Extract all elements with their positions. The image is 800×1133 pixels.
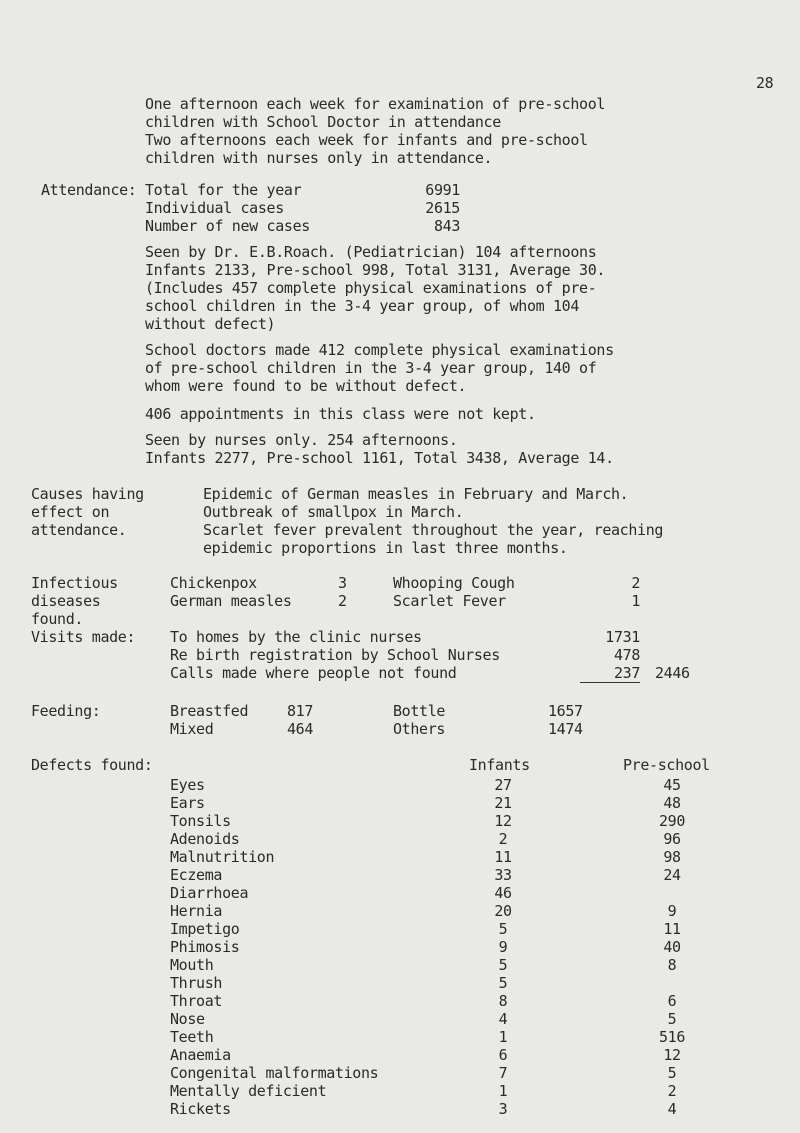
attendance-label: Attendance: [41,181,137,199]
infectious-disease: Whooping Cough [393,574,515,592]
visits-row-label: Calls made where people not found [170,664,457,682]
feeding-count: 1657 [548,702,583,720]
defect-infants-count: 5 [498,956,508,974]
attendance-text: whom were found to be without defect. [145,377,467,395]
infectious-disease: Scarlet Fever [393,592,506,610]
intro-line: One afternoon each week for examination of pre-school [145,95,606,113]
defect-infants-count: 3 [498,1100,508,1118]
causes-label: attendance. [31,521,127,539]
feeding-type: Others [393,720,446,738]
defect-preschool-count: 9 [667,902,677,920]
defect-name: Eczema [170,866,223,884]
defect-name: Tonsils [170,812,231,830]
defect-infants-count: 5 [498,974,508,992]
feeding-type: Mixed [170,720,214,738]
defect-name: Diarrhoea [170,884,249,902]
visits-total: 2446 [655,664,690,682]
infectious-label: found. [31,610,84,628]
defect-preschool-count: 96 [663,830,681,848]
defects-col-infants: Infants [469,756,530,774]
attendance-text: Infants 2277, Pre-school 1161, Total 3438, Average 14. [145,449,614,467]
page-number: 28 [756,74,774,92]
infectious-label: Infectious [31,574,118,592]
defect-infants-count: 46 [494,884,512,902]
attendance-row-value: 2615 [425,199,460,217]
causes-line: Epidemic of German measles in February and March. [203,485,629,503]
defect-name: Rickets [170,1100,231,1118]
defect-infants-count: 27 [494,776,512,794]
defect-preschool-count: 12 [663,1046,681,1064]
defect-infants-count: 12 [494,812,512,830]
defect-name: Adenoids [170,830,240,848]
attendance-text: school children in the 3-4 year group, of whom 104 [145,297,580,315]
defect-infants-count: 1 [498,1082,508,1100]
defect-name: Anaemia [170,1046,231,1064]
defect-infants-count: 6 [498,1046,508,1064]
attendance-row-value: 843 [433,217,460,235]
defect-name: Eyes [170,776,205,794]
defect-preschool-count: 40 [663,938,681,956]
causes-line: Outbreak of smallpox in March. [203,503,464,521]
feeding-type: Breastfed [170,702,249,720]
defect-preschool-count: 6 [667,992,677,1010]
defect-preschool-count: 48 [663,794,681,812]
attendance-row-value: 6991 [425,181,460,199]
attendance-row-label: Individual cases [145,199,284,217]
defects-label: Defects found: [31,756,153,774]
attendance-row-label: Total for the year [145,181,302,199]
defect-infants-count: 20 [494,902,512,920]
intro-line: children with nurses only in attendance. [145,149,493,167]
defect-infants-count: 7 [498,1064,508,1082]
defect-name: Mouth [170,956,214,974]
defect-name: Impetigo [170,920,240,938]
defect-infants-count: 11 [494,848,512,866]
visits-row-label: To homes by the clinic nurses [170,628,422,646]
defect-name: Throat [170,992,223,1010]
feeding-label: Feeding: [31,702,101,720]
defect-preschool-count: 5 [667,1010,677,1028]
defect-name: Hernia [170,902,223,920]
defect-name: Thrush [170,974,223,992]
defect-preschool-count: 11 [663,920,681,938]
feeding-type: Bottle [393,702,446,720]
defect-preschool-count: 516 [658,1028,686,1046]
defects-col-preschool: Pre-school [623,756,710,774]
intro-line: children with School Doctor in attendance [145,113,501,131]
infectious-disease: Chickenpox [170,574,257,592]
defect-name: Mentally deficient [170,1082,327,1100]
causes-label: Causes having [31,485,144,503]
attendance-text: of pre-school children in the 3-4 year group, 140 of [145,359,597,377]
visits-row-label: Re birth registration by School Nurses [170,646,500,664]
infectious-count: 1 [631,592,640,610]
infectious-count: 2 [631,574,640,592]
attendance-text: (Includes 457 complete physical examinations of pre- [145,279,597,297]
feeding-count: 1474 [548,720,583,738]
attendance-text: Seen by nurses only. 254 afternoons. [145,431,458,449]
defect-preschool-count: 24 [663,866,681,884]
causes-label: effect on [31,503,110,521]
defect-name: Ears [170,794,205,812]
visits-row-value: 478 [613,646,640,664]
feeding-count: 817 [287,702,314,720]
defect-preschool-count: 2 [667,1082,677,1100]
defect-name: Teeth [170,1028,214,1046]
defect-preschool-count: 98 [663,848,681,866]
causes-line: Scarlet fever prevalent throughout the year, reaching [203,521,664,539]
attendance-text: 406 appointments in this class were not kept. [145,405,536,423]
defect-name: Congenital malformations [170,1064,379,1082]
attendance-text: School doctors made 412 complete physical examinations [145,341,614,359]
defect-infants-count: 8 [498,992,508,1010]
defect-infants-count: 21 [494,794,512,812]
defect-infants-count: 5 [498,920,508,938]
defect-infants-count: 4 [498,1010,508,1028]
visits-row-value: 1731 [605,628,640,646]
defect-infants-count: 1 [498,1028,508,1046]
defect-preschool-count: 8 [667,956,677,974]
attendance-row-label: Number of new cases [145,217,310,235]
attendance-text: Seen by Dr. E.B.Roach. (Pediatrician) 104 afternoons [145,243,597,261]
attendance-text: without defect) [145,315,276,333]
infectious-count: 3 [338,574,347,592]
defect-name: Nose [170,1010,205,1028]
defect-preschool-count: 45 [663,776,681,794]
visits-label: Visits made: [31,628,136,646]
defect-name: Phimosis [170,938,240,956]
defect-infants-count: 9 [498,938,508,956]
defect-infants-count: 2 [498,830,508,848]
causes-line: epidemic proportions in last three months. [203,539,568,557]
infectious-disease: German measles [170,592,292,610]
defect-preschool-count: 290 [658,812,686,830]
intro-line: Two afternoons each week for infants and pre-school [145,131,588,149]
defect-name: Malnutrition [170,848,275,866]
infectious-count: 2 [338,592,347,610]
defect-infants-count: 33 [494,866,512,884]
infectious-label: diseases [31,592,101,610]
defect-preschool-count: 4 [667,1100,677,1118]
attendance-text: Infants 2133, Pre-school 998, Total 3131, Average 30. [145,261,606,279]
defect-preschool-count: 5 [667,1064,677,1082]
visits-row-value: 237 [580,664,640,683]
feeding-count: 464 [287,720,314,738]
